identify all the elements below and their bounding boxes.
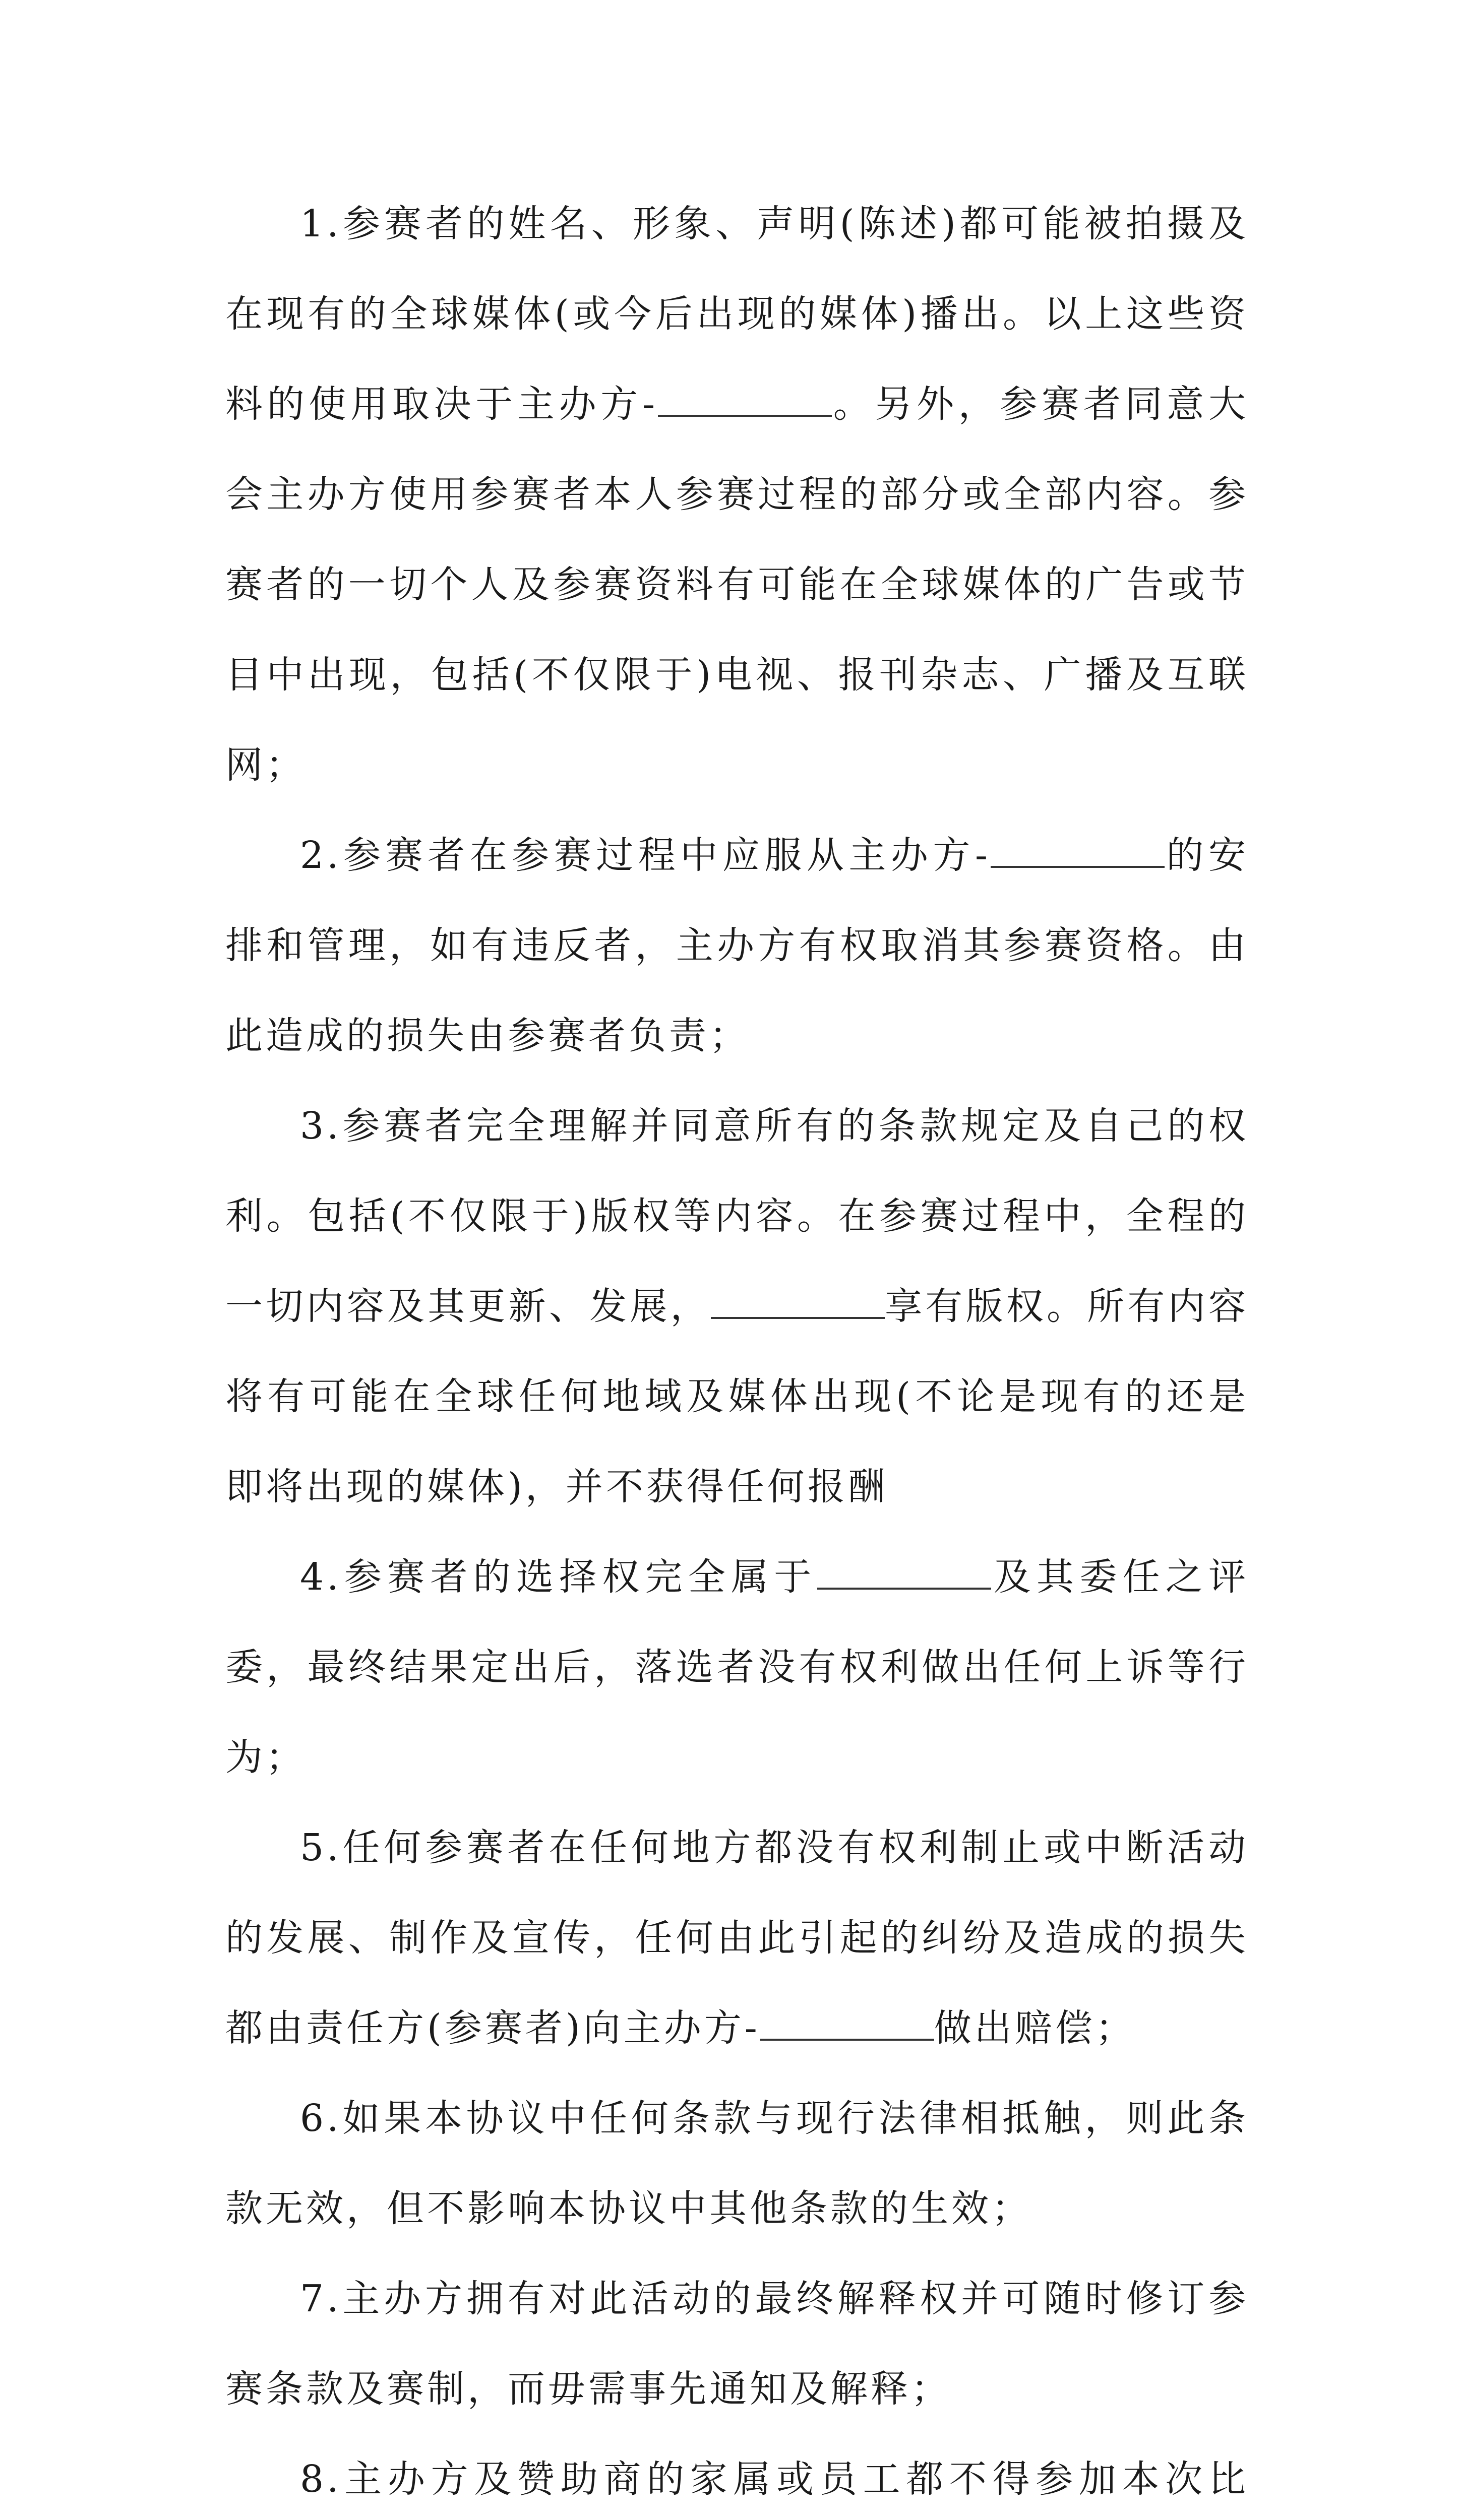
clause-5-text-b: 做出赔偿； bbox=[934, 2006, 1136, 2050]
clause-7 bbox=[225, 2254, 1249, 2434]
clause-8-text: 8.主办方及赞助商的家属或员工都不得参加本次比 bbox=[300, 2458, 1249, 2501]
clause-8 bbox=[225, 2434, 1249, 2520]
clause-2 bbox=[225, 810, 1249, 1081]
clause-3-text-a: 3.参赛者完全理解并同意所有的条款规定及自己的权利。包括(不仅限于)版权等内容。在参赛过程中，全程的一切内容及其更新、发展， bbox=[225, 1104, 1249, 1328]
clause-3-text-b: 享有版权。所有内容将有可能在全球任何地域及媒体出现(不论是现有的还是即将出现的媒体)，并不获得任何报酬 bbox=[225, 1285, 1249, 1508]
clause-7-text: 7.主办方拥有对此活动的最终解释权并可随时修订参赛条款及赛制，而毋需事先通知及解释； bbox=[225, 2277, 1249, 2411]
clause-5-text-a: 5.任何参赛者在任何地方都没有权利制止或中断活动的发展、制作及宣传，任何由此引起的纠纷及造成的损失都由责任方(参赛者)向主办方- bbox=[225, 1826, 1249, 2050]
fill-blank-3 bbox=[711, 1286, 885, 1319]
document-body bbox=[225, 179, 1249, 2520]
clause-3 bbox=[225, 1081, 1249, 1532]
fill-blank-1 bbox=[658, 384, 832, 417]
clause-6-text: 6.如果本协议中任何条款与现行法律相抵触，则此条款无效，但不影响本协议中其他条款的生效； bbox=[225, 2097, 1249, 2230]
clause-4 bbox=[225, 1532, 1249, 1803]
fill-blank-5 bbox=[760, 2007, 934, 2041]
clause-1 bbox=[225, 179, 1249, 810]
clause-2-text-b: 的安排和管理，如有违反者，主办方有权取消其参赛资格。由此造成的损失由参赛者负责； bbox=[225, 834, 1249, 1057]
clause-2-text-a: 2.参赛者在参赛过程中应服从主办方- bbox=[300, 834, 991, 877]
clause-6 bbox=[225, 2073, 1249, 2254]
clause-1-text-a: 1.参赛者的姓名、形象、声明(陈述)都可能被拍摄及在现有的全球媒体(或今后出现的媒体)播出。以上这些资料的使用取决于主办方- bbox=[225, 202, 1249, 426]
fill-blank-4 bbox=[817, 1556, 991, 1590]
clause-4-text-b: 及其委任之评委，最终结果定出后，落选者没有权利做出任何上诉等行为； bbox=[225, 1555, 1249, 1779]
clause-5 bbox=[225, 1803, 1249, 2073]
fill-blank-2 bbox=[991, 835, 1165, 868]
clause-4-text-a: 4.参赛者的选择权完全属于 bbox=[300, 1555, 817, 1599]
clause-1-text-b: 。另外，参赛者同意大会主办方使用参赛者本人参赛过程的部分或全部内容。参赛者的一切个人及参赛资料有可能在全球媒体的广告或节目中出现，包括(不仅限于)电视、报刊杂志、广播及互联网； bbox=[225, 383, 1249, 787]
